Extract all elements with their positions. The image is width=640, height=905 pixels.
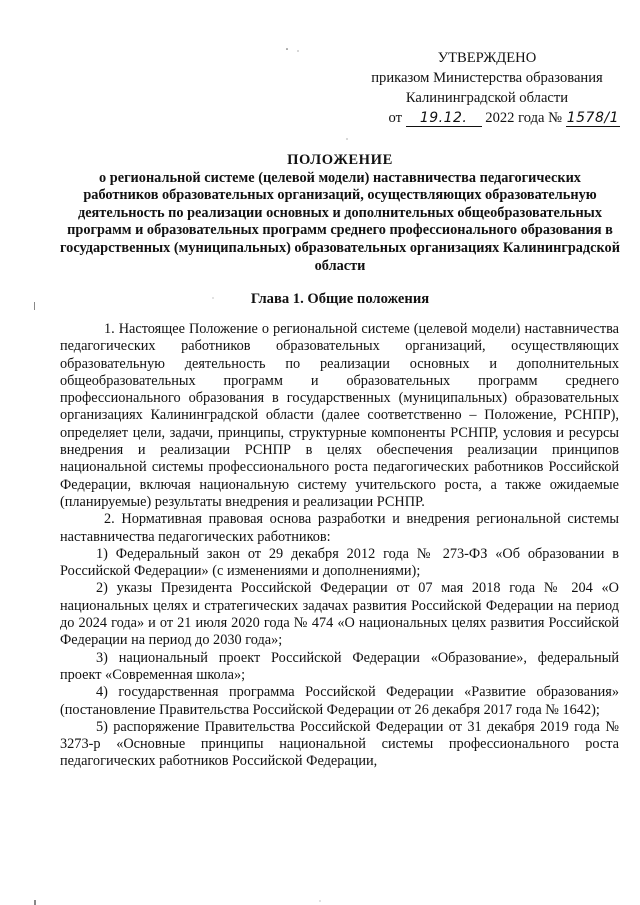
chapter-heading: Глава 1. Общие положения [250,291,430,307]
list-item-2: 2) указы Президента Российской Федерации от 07 мая 2018 года № 204 «О национальных целях и стратегических задачах развития Российской Федерации на период до 2024 года» и от 21 июля 2020 года № 474 «О национальных целях развития Российской Федерации на период до 2030 года»; [60,580,619,649]
paragraph-1: 1. Настоящее Положение о региональной системе (целевой модели) наставничества педагогических работников образовательных организаций, осуществляющих образовательную деятельность по реализации основных и дополнительных общеобразовательных программ и образовательных программ среднего профессионального образования в государственных (муниципальных) образовательных организациях Калининградской области (далее соответственно – Положение, РСНПР), определяет цели, задачи, принципы, структурные компоненты РСНПР, условия и ресурсы внедрения и реализации РСНПР в целях обеспечения реализации принципов национальной системы профессионального роста педагогических работников Российской Федерации, включая национальную систему учительского роста, а также ожидаемые (планируемые) результаты внедрения и реализации РСНПР. [60,321,619,510]
title-heading: ПОЛОЖЕНИЕ [287,152,393,168]
body-text [60,321,619,771]
handwritten-number: 1578/1 [566,110,619,126]
approval-heading: УТВЕРЖДЕНО [437,50,537,66]
approval-region-line: Калининградской области [405,90,569,106]
document-title [60,152,620,275]
approval-stamp [352,48,622,128]
list-item-1: 1) Федеральный закон от 29 декабря 2012 года № 273-ФЗ «Об образовании в Российской Федерации» (с изменениями и дополнениями); [60,545,619,580]
paragraph-2: 2. Нормативная правовая основа разработки и внедрения региональной системы наставничества педагогических работников: [60,511,619,545]
approval-order-line: приказом Министерства образования [371,70,603,86]
date-year-label: 2022 года № [485,110,563,126]
title-subtitle: о региональной системе (целевой модели) наставничества педагогических работников образовательных организаций, осуществляющих образовательную деятельность по реализации основных и дополнительных общеобразовательных программ и образовательных программ среднего профессионального образования в государственных (муниципальных) образовательных организациях Калининградской области [60,169,620,274]
list-item-3: 3) национальный проект Российской Федерации «Образование», федеральный проект «Современная школа»; [60,649,619,683]
handwritten-date: 19.12. [406,111,482,127]
approval-date-line [352,108,622,128]
date-prefix: от [388,110,402,126]
list-item-4: 4) государственная программа Российской Федерации «Развитие образования» (постановление Правительства Российской Федерации от 26 декабря 2017 года № 1642); [60,684,619,718]
list-item-5: 5) распоряжение Правительства Российской Федерации от 31 декабря 2019 года № 3273-р «Основные принципы национальной системы профессионального роста педагогических работников Российской Федерации, [60,718,619,770]
